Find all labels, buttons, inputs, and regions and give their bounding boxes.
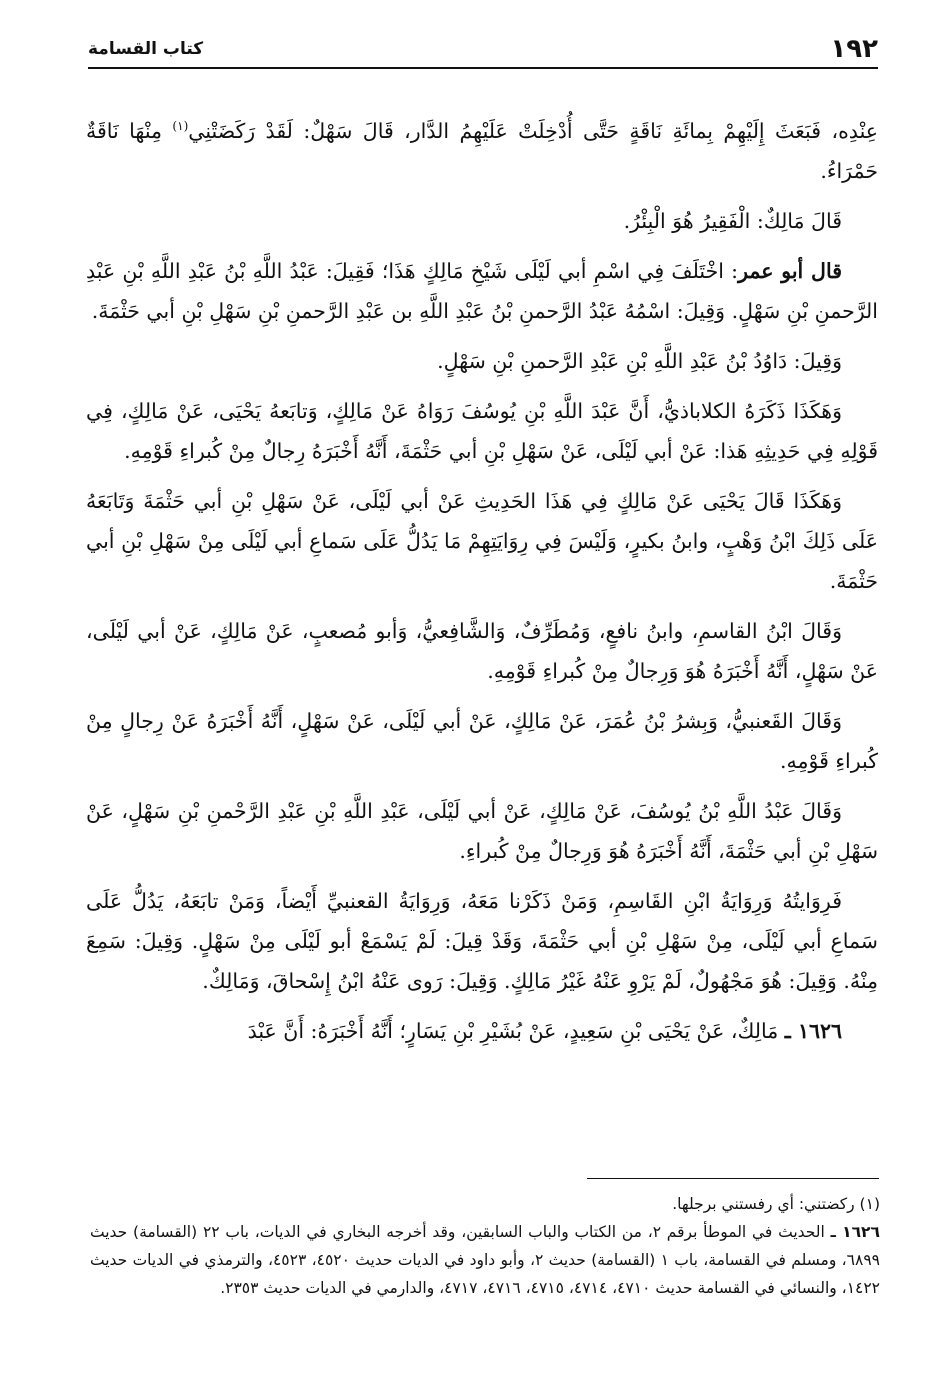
paragraph-9: وَقَالَ عَبْدُ اللَّهِ بْنُ يُوسُفَ، عَنْ مَالِكٍ، عَنْ أبي لَيْلَى، عَبْدِ اللَّهِ بْنِ عَبْدِ الرَّحْمنِ بْنِ سَهْلٍ، عَنْ سَهْلِ بْنِ أبي حَثْمَةَ، أَنَّهُ أَخْبَرَهُ هُوَ وَرِجالٌ مِنْ كُبراءِ.	[86, 798, 878, 863]
footnote-ref-1: (١)	[172, 119, 189, 133]
abu-umar-lead: قال أبو عمر	[738, 258, 842, 283]
paragraph-6: وَهَكَذَا قَالَ يَحْيَى عَنْ مَالِكٍ فِي هَذَا الحَدِيثِ عَنْ أبي لَيْلَى، عَنْ سَهْلِ بْنِ أبي حَثْمَةَ وَتَابَعَهُ عَلَى ذَلِكَ ابْنُ وَهْبٍ، وابنُ بكيرٍ، وَلَيْسَ فِي رِوَايَتِهِمْ مَا يَدُلُّ عَلَى سَماعِ أبي لَيْلَى مِنْ سَهْلِ بْنِ أبي حَثْمَةَ.	[86, 488, 878, 593]
footnote-1626-number: ١٦٢٦ ـ	[830, 1223, 880, 1241]
header-rule	[88, 67, 878, 69]
footnote-1626	[90, 1218, 880, 1302]
hadith-number: ١٦٢٦ ـ	[784, 1018, 842, 1043]
paragraph-1-text: عِنْدِه، فَبَعَثَ إِلَيْهِمْ بِمائَةِ نَاقَةٍ حَتَّى أُدْخِلَتْ عَلَيْهِمُ الدَّار، قَالَ سَهْلٌ: لَقَدْ رَكَضَتْنِي	[188, 118, 878, 143]
paragraph-8: وَقَالَ القَعنبيُّ، وَبِشرُ بْنُ عُمَرَ، عَنْ مَالِكٍ، عَنْ أبي لَيْلَى، عَنْ سَهْلٍ، أَنَّهُ أَخْبَرَهُ عَنْ رِجالٍ مِنْ كُبراءِ قَوْمِهِ.	[86, 708, 878, 773]
paragraph-10: فَرِوَايتُهُ وَرِوَايَةُ ابْنِ القَاسِمِ، وَمَنْ ذَكَرْنا مَعَهُ، وَرِوَايَةُ القعنبيِّ أَيْضاً، وَمَنْ تابَعَهُ، يَدُلُّ عَلَى سَماعِ أبي لَيْلَى، مِنْ سَهْلِ بْنِ أبي حَثْمَةَ، وَقَدْ قِيلَ: لَمْ يَسْمَعْ أبو لَيْلَى مِنْ سَهْلٍ. وَقِيلَ: سَمِعَ مِنْهُ. وَقِيلَ: هُوَ مَجْهُولٌ، لَمْ يَرْوِ عَنْهُ غَيْرُ مَالِكٍ. وَقِيلَ: رَوى عَنْهُ ابْنُ إِسْحاقَ، وَمَالِكٌ.	[86, 888, 878, 993]
paragraph-7: وَقَالَ ابْنُ القاسمِ، وابنُ نافعٍ، وَمُطَرِّفٌ، وَالشَّافِعيُّ، وَأبو مُصعبٍ، عَنْ مَالِكٍ، عَنْ أبي لَيْلَى، عَنْ سَهْلٍ، أَنَّهُ أَخْبَرَهُ هُوَ وَرِجالٌ مِنْ كُبراءِ قَوْمِهِ.	[86, 618, 878, 683]
page-header	[88, 32, 878, 72]
paragraph-5: وَهَكَذَا ذَكَرَهُ الكلاباذيُّ، أَنَّ عَبْدَ اللَّهِ بْنِ يُوسُفَ رَوَاهُ عَنْ مَالِكٍ، وَتابَعهُ يَحْيَى، عَنْ مَالِكٍ، فِي قَوْلِهِ فِي حَدِيثِهِ هَذا: عَنْ أبي لَيْلَى، عَنْ سَهْلِ بْنِ أبي حَثْمَةَ، أَنَّهُ أَخْبَرَهُ رِجالٌ مِنْ كُبراءِ قَوْمِهِ.	[86, 398, 878, 463]
footnote-1: (١) ركضتني: أي رفستني برجلها.	[672, 1195, 880, 1213]
paragraph-3-text: : اخْتَلَفَ فِي اسْمِ أبي لَيْلَى شَيْخِ مَالِكٍ هَذَا؛ فَقِيلَ: عَبْدُ اللَّهِ بْنُ عَبْدِ اللَّهِ بْنِ عَبْدِ الرَّحمنِ بْنِ سَهْلٍ. وَقِيلَ: اسْمُهُ عَبْدُ الرَّحمنِ بْنُ عَبْدِ اللَّهِ بن عَبْدِ الرَّحمنِ بْنِ سَهْلِ بْنِ أبي حَثْمَةَ.	[86, 258, 878, 323]
paragraph-3	[86, 251, 878, 331]
page-number: ١٩٢	[830, 34, 878, 64]
main-text	[86, 106, 878, 1061]
paragraph-1-rest: مِنْهَا نَاقَةٌ حَمْرَاءُ.	[86, 118, 878, 183]
footnote-1626-text: الحديث في الموطأ برقم ٢، من الكتاب والباب السابقين، وقد أخرجه البخاري في الديات، باب ٢٢ (القسامة) حديث ٦٨٩٩، ومسلم في القسامة، باب ١ (القسامة) حديث ٢، وأبو داود في الديات حديث ٤٥٢٠، ٤٥٢٣، والترمذي في الديات حديث ١٤٢٢، والنسائي في القسامة حديث ٤٧١٠، ٤٧١٤، ٤٧١٥، ٤٧١٦، ٤٧١٧، والدارمي في الديات حديث ٢٣٥٣.	[90, 1223, 880, 1297]
paragraph-2: قَالَ مَالِكٌ: الْفَقِيرُ هُوَ الْبِئْرُ.	[623, 208, 842, 233]
paragraph-1	[86, 106, 878, 191]
footnote-separator	[587, 1178, 879, 1179]
footnotes	[90, 1190, 880, 1302]
hadith-1626	[86, 1011, 878, 1051]
running-title: كتاب القسامة	[88, 39, 204, 59]
paragraph-4: وَقِيلَ: دَاوُدُ بْنُ عَبْدِ اللَّهِ بْنِ عَبْدِ الرَّحمنِ بْنِ سَهْلٍ.	[437, 348, 842, 373]
hadith-1626-text: مَالِكٌ، عَنْ يَحْيَى بْنِ سَعِيدٍ، عَنْ بُشَيْرِ بْنِ يَسَارٍ؛ أَنَّهُ أَخْبَرَهُ: أَنَّ عَبْدَ	[247, 1018, 785, 1043]
